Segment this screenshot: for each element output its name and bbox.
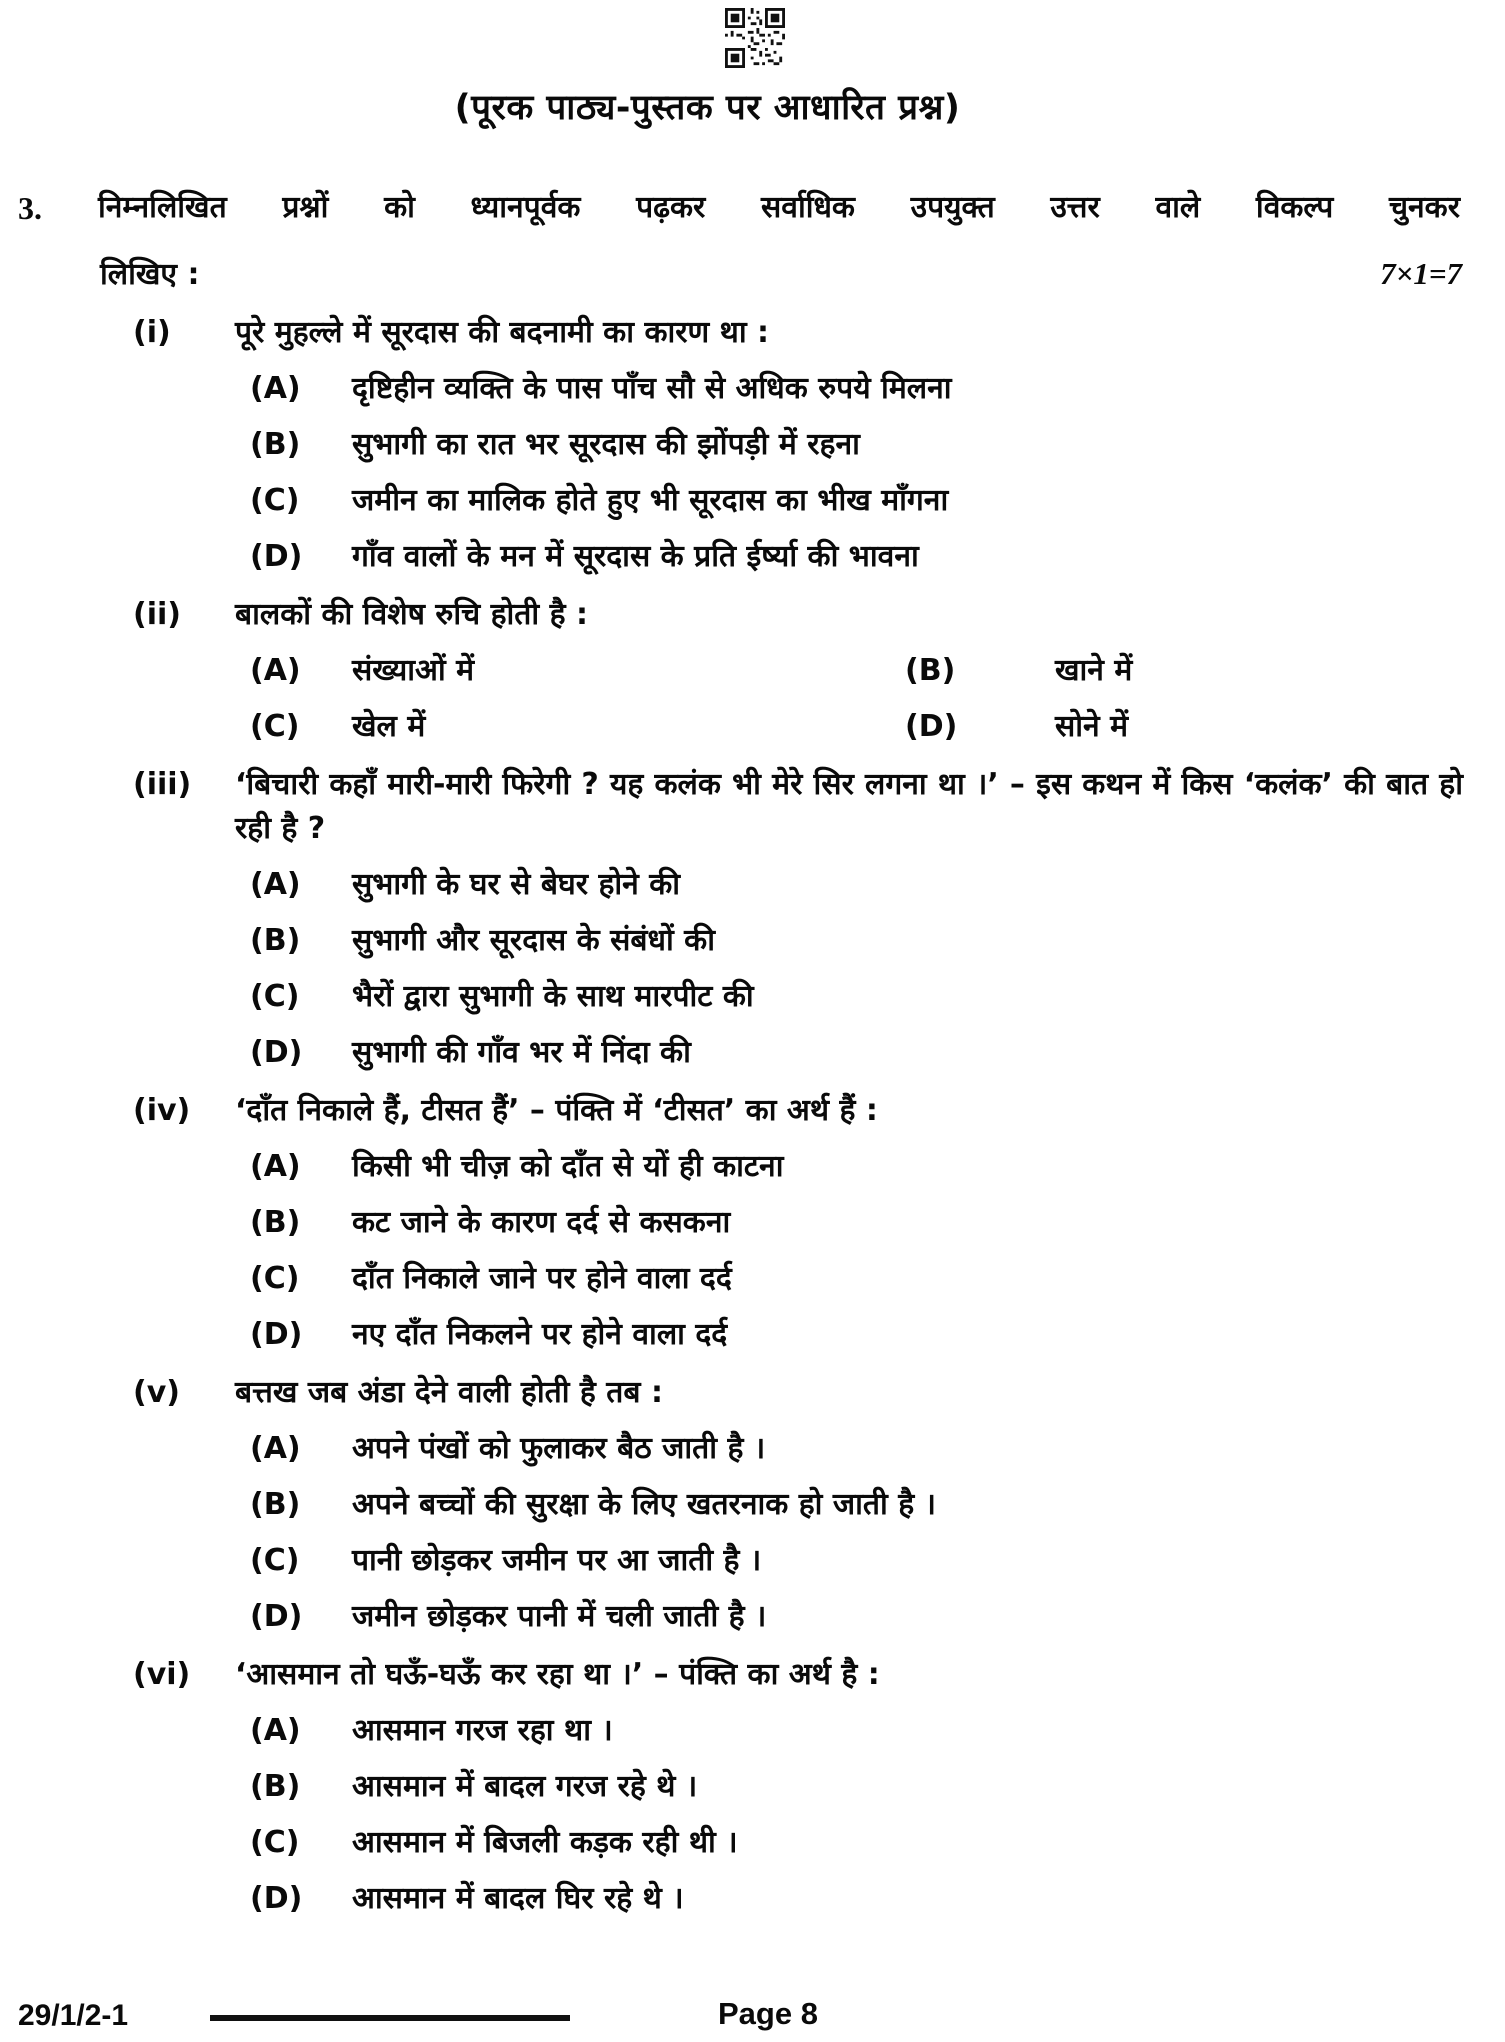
option-row: [250, 479, 1465, 523]
option-text: संख्याओं में: [352, 653, 475, 688]
option-label: (A): [250, 653, 301, 688]
option-text: दाँत निकाले जाने पर होने वाला दर्द: [352, 1261, 732, 1296]
option-row: [250, 1709, 1465, 1753]
page-number: Page 8: [718, 1996, 818, 2031]
question-item-iii: [133, 763, 1465, 1075]
option-text: सुभागी के घर से बेघर होने की: [352, 867, 681, 902]
option-text: पानी छोड़कर जमीन पर आ जाती है ।: [352, 1543, 762, 1578]
option-label: (C): [250, 1261, 300, 1296]
option-label: (A): [250, 867, 301, 902]
question-3-instruction-line2-row: [100, 252, 1462, 297]
option-row: [250, 1765, 1465, 1809]
option-text: अपने पंखों को फुलाकर बैठ जाती है ।: [352, 1431, 766, 1466]
question-3-header: [0, 186, 1505, 230]
option-row: [250, 919, 1465, 963]
option-label: (B): [250, 1487, 301, 1522]
option-label: (C): [250, 1825, 300, 1860]
option-row: [250, 705, 1465, 749]
option-row: [250, 1595, 1465, 1639]
option-label: (A): [250, 371, 301, 406]
option-row: [250, 1427, 1465, 1471]
qr-code-icon: [723, 8, 787, 68]
option-label: (C): [250, 1543, 300, 1578]
option-text: आसमान में बादल घिर रहे थे ।: [352, 1881, 684, 1916]
question-item-i: [133, 311, 1465, 579]
option-row: [250, 649, 1465, 693]
option-label: (D): [250, 1881, 303, 1916]
option-label: (C): [250, 979, 300, 1014]
option-label: (C): [250, 709, 300, 744]
option-text: आसमान गरज रहा था ।: [352, 1713, 613, 1748]
option-row: [250, 1031, 1465, 1075]
option-text: कट जाने के कारण दर्द से कसकना: [352, 1205, 731, 1240]
option-row: [250, 423, 1465, 467]
question-3-instruction: निम्नलिखित प्रश्नों को ध्यानपूर्वक पढ़कर सर्वाधिक उपयुक्त उत्तर वाले विकल्प चुनकर: [98, 190, 1460, 225]
question-text: ‘बिचारी कहाँ मारी-मारी फिरेगी ? यह कलंक भी मेरे सिर लगना था ।’ – इस कथन में किस ‘कलंक’ की बात हो रही है ?: [235, 767, 1463, 846]
option-row: [250, 1877, 1465, 1921]
option-row: [250, 535, 1465, 579]
option-text: जमीन का मालिक होते हुए भी सूरदास का भीख माँगना: [352, 483, 949, 518]
option-label: (B): [250, 427, 301, 462]
question-text: बालकों की विशेष रुचि होती है :: [235, 597, 588, 632]
option-text: भैरों द्वारा सुभागी के साथ मारपीट की: [352, 979, 754, 1014]
question-list: [133, 311, 1465, 1921]
option-text: नए दाँत निकलने पर होने वाला दर्द: [352, 1317, 728, 1352]
option-row: [250, 1821, 1465, 1865]
option-text: खाने में: [1055, 653, 1133, 688]
question-3-instruction-continued: लिखिए :: [100, 257, 200, 292]
question-roman-numeral: (iii): [133, 767, 192, 802]
option-text: किसी भी चीज़ को दाँत से यों ही काटना: [352, 1149, 784, 1184]
option-text: आसमान में बिजली कड़क रही थी ।: [352, 1825, 738, 1860]
footer-divider-line: [210, 2015, 570, 2021]
question-roman-numeral: (vi): [133, 1657, 191, 1692]
question-roman-numeral: (v): [133, 1375, 180, 1410]
question-roman-numeral: (i): [133, 315, 171, 350]
option-text: दृष्टिहीन व्यक्ति के पास पाँच सौ से अधिक रुपये मिलना: [352, 371, 952, 406]
option-row: [250, 975, 1465, 1019]
option-label: (D): [905, 709, 958, 744]
question-item-iv: [133, 1089, 1465, 1357]
option-label: (D): [250, 1599, 303, 1634]
option-label: (D): [250, 1317, 303, 1352]
option-label: (C): [250, 483, 300, 518]
option-label: (A): [250, 1149, 301, 1184]
option-text: खेल में: [352, 709, 426, 744]
option-text: सोने में: [1055, 709, 1129, 744]
option-row: [250, 1257, 1465, 1301]
option-label: (D): [250, 1035, 303, 1070]
option-label: (B): [250, 1205, 301, 1240]
question-text: ‘दाँत निकाले हैं, टीसत हैं’ – पंक्ति में ‘टीसत’ का अर्थ हैं :: [235, 1093, 878, 1128]
question-text: ‘आसमान तो घऊँ-घऊँ कर रहा था ।’ – पंक्ति का अर्थ है :: [235, 1657, 880, 1692]
option-text: सुभागी और सूरदास के संबंधों की: [352, 923, 715, 958]
marks-scheme: 7×1=7: [1380, 256, 1462, 291]
option-row: [250, 863, 1465, 907]
option-row: [250, 367, 1465, 411]
question-roman-numeral: (ii): [133, 597, 181, 632]
option-text: सुभागी की गाँव भर में निंदा की: [352, 1035, 691, 1070]
question-roman-numeral: (iv): [133, 1093, 191, 1128]
option-text: अपने बच्चों की सुरक्षा के लिए खतरनाक हो जाती है ।: [352, 1487, 936, 1522]
option-row: [250, 1483, 1465, 1527]
option-label: (D): [250, 539, 303, 574]
option-label: (A): [250, 1431, 301, 1466]
option-row: [250, 1313, 1465, 1357]
option-row: [250, 1201, 1465, 1245]
option-row: [250, 1145, 1465, 1189]
option-label: (A): [250, 1713, 301, 1748]
question-item-v: [133, 1371, 1465, 1639]
section-heading: (पूरक पाठ्य-पुस्तक पर आधारित प्रश्न): [454, 88, 961, 128]
question-text: पूरे मुहल्ले में सूरदास की बदनामी का कारण था :: [235, 315, 770, 350]
option-text: आसमान में बादल गरज रहे थे ।: [352, 1769, 698, 1804]
paper-code: 29/1/2-1: [18, 1999, 129, 2032]
question-item-ii: [133, 593, 1465, 749]
option-label: (B): [250, 1769, 301, 1804]
option-text: जमीन छोड़कर पानी में चली जाती है ।: [352, 1599, 767, 1634]
question-text: बत्तख जब अंडा देने वाली होती है तब :: [235, 1375, 663, 1410]
option-label: (B): [905, 653, 956, 688]
option-text: सुभागी का रात भर सूरदास की झोंपड़ी में रहना: [352, 427, 860, 462]
option-text: गाँव वालों के मन में सूरदास के प्रति ईर्ष्या की भावना: [352, 539, 919, 574]
qr-row: [0, 8, 1505, 76]
option-row: [250, 1539, 1465, 1583]
question-3-number: 3.: [18, 190, 42, 226]
question-item-vi: [133, 1653, 1465, 1921]
option-label: (B): [250, 923, 301, 958]
